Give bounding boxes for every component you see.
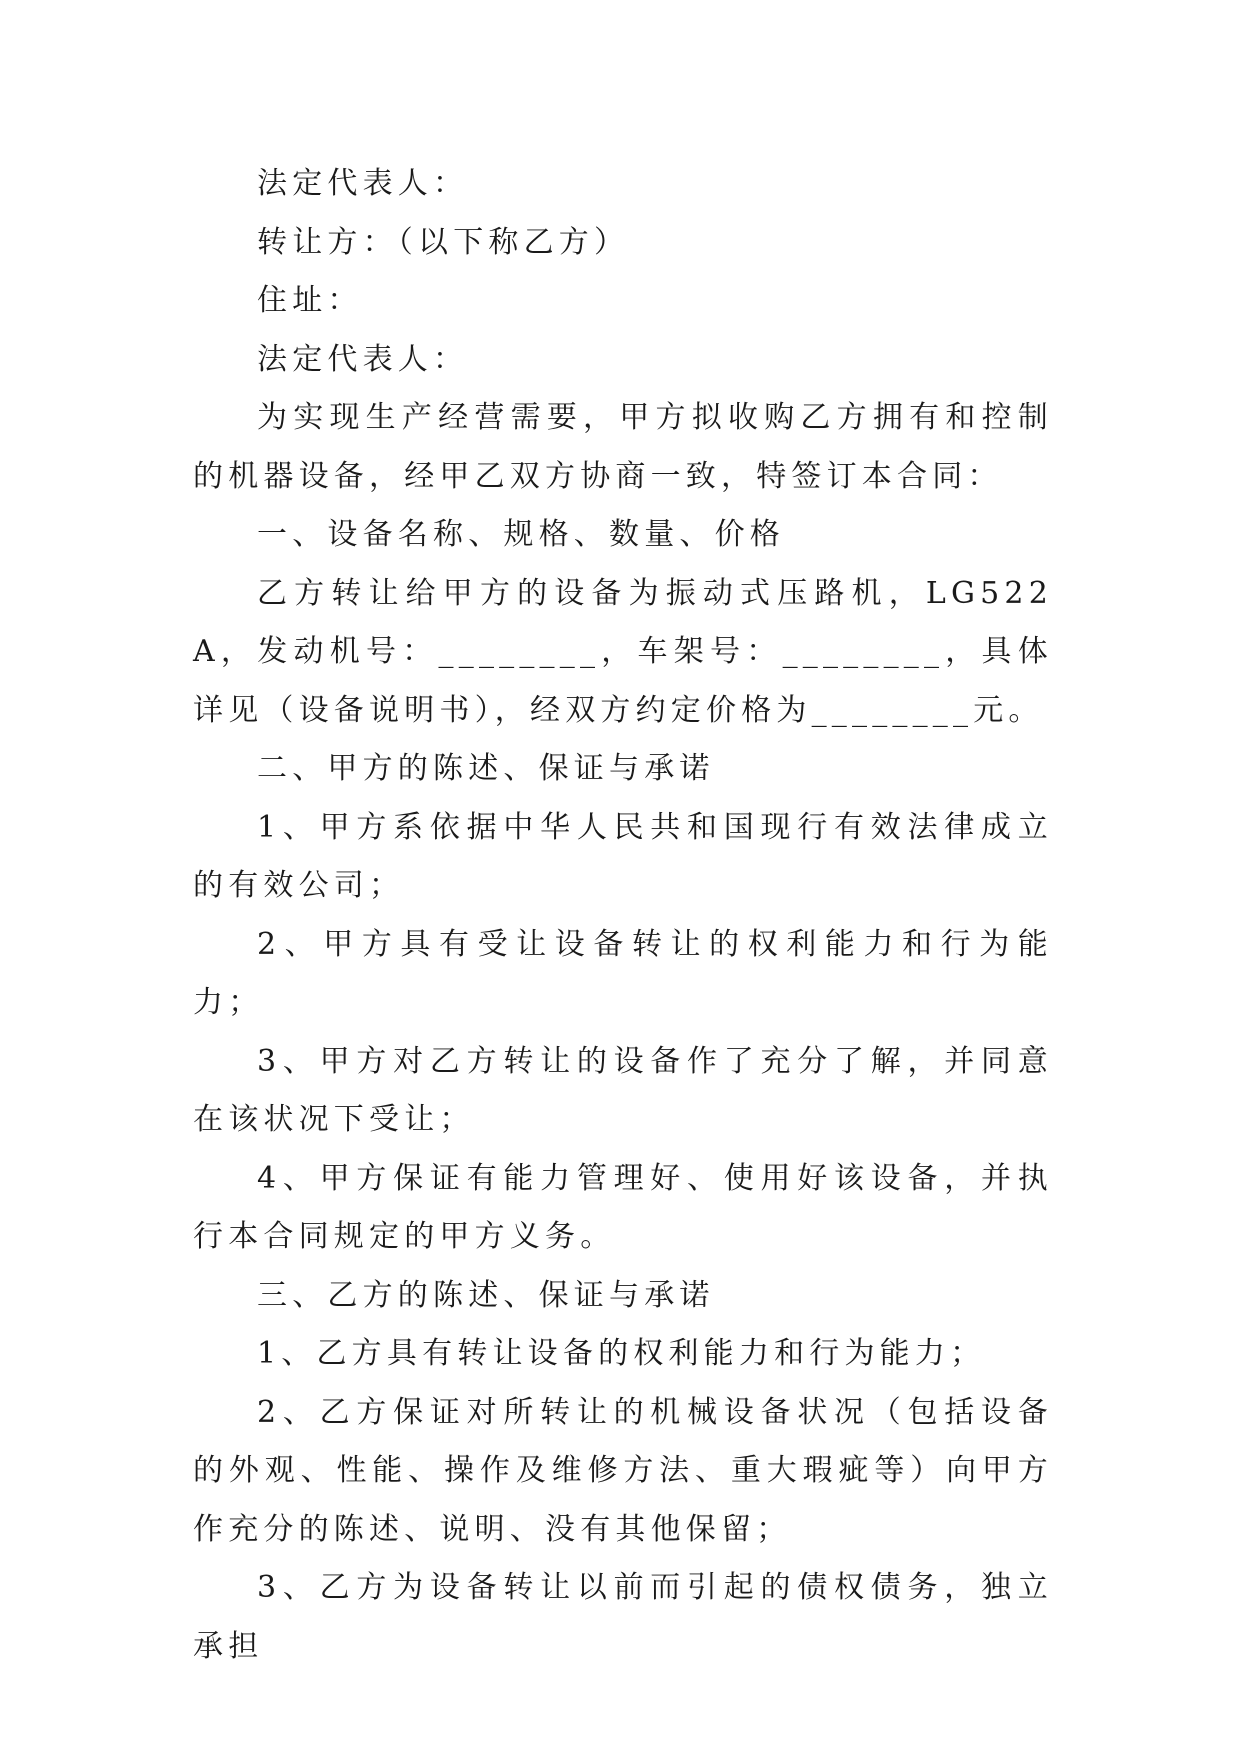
paragraph-legal-representative-2: 法定代表人： [257, 341, 469, 377]
paragraph-equipment-details: 乙方转让给甲方的设备为振动式压路机，LG522A，发动机号：________，车架号：________，具体详见（设备说明书），经双方约定价格为________元。 [193, 575, 1053, 728]
paragraph-preamble: 为实现生产经营需要，甲方拟收购乙方拥有和控制的机器设备，经甲乙双方协商一致，特签订本合同： [193, 400, 1053, 494]
paragraph-legal-representative-1: 法定代表人： [257, 166, 469, 201]
clause-2-4: 4、甲方保证有能力管理好、使用好该设备，并执行本合同规定的甲方义务。 [193, 1160, 1053, 1254]
section-heading-2: 二、甲方的陈述、保证与承诺 [257, 751, 715, 786]
clause-2-3: 3、甲方对乙方转让的设备作了充分了解，并同意在该状况下受让； [193, 1043, 1053, 1137]
clause-2-2: 2、甲方具有受让设备转让的权利能力和行为能力； [193, 926, 1053, 1020]
section-heading-3: 三、乙方的陈述、保证与承诺 [257, 1277, 715, 1313]
section-heading-1: 一、设备名称、规格、数量、价格 [257, 517, 785, 552]
document-body [193, 155, 1053, 1676]
clause-3-1: 1、乙方具有转让设备的权利能力和行为能力； [257, 1336, 986, 1371]
clause-3-2: 2、乙方保证对所转让的机械设备状况（包括设备的外观、性能、操作及维修方法、重大瑕疵等）向甲方作充分的陈述、说明、没有其他保留； [193, 1394, 1053, 1547]
paragraph-transferor: 转让方：（以下称乙方） [257, 224, 630, 260]
clause-3-3: 3、乙方为设备转让以前而引起的债权债务，独立承担 [193, 1570, 1053, 1664]
clause-2-1: 1、甲方系依据中华人民共和国现行有效法律成立的有效公司； [193, 809, 1053, 903]
paragraph-address: 住址： [257, 283, 363, 318]
